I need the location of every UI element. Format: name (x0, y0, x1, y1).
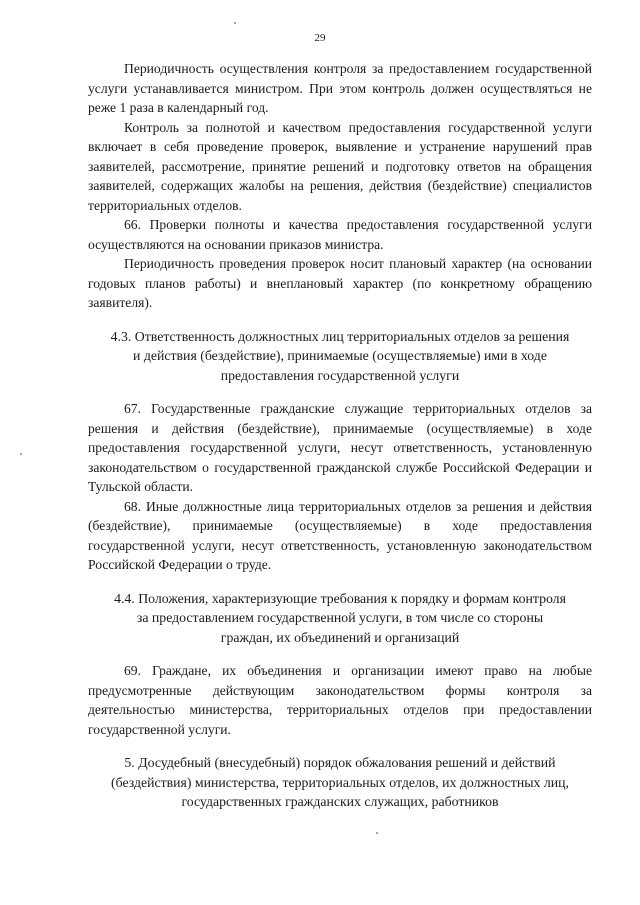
section-heading-5 (88, 753, 592, 812)
section-heading-line: 5. Досудебный (внесудебный) порядок обжалования решений и действий (124, 755, 556, 770)
paragraph-control-frequency: Периодичность осуществления контроля за предоставлением государственной услуги устанавливается министром. При этом контроль должен осуществляться не реже 1 раза в календарный год. (88, 61, 592, 115)
paragraph-67: 67. Государственные гражданские служащие территориальных отделов за решения и действия (бездействие), принимаемые (осуществляемые) в ходе предоставления государственной услуги, несут ответственность, установленную законодательством о государственной гражданской службе Российской Федерации и Тульской области. (88, 401, 592, 494)
scan-speck (234, 22, 236, 24)
section-heading-line: 4.4. Положения, характеризующие требования к порядку и формам контроля (114, 590, 566, 606)
paragraph-inspection-frequency: Периодичность проведения проверок носит плановый характер (на основании годовых планов работы) и внеплановый характер (по конкретному обращению заявителя). (88, 256, 592, 310)
page-number: 29 (314, 32, 326, 44)
paragraph-66: 66. Проверки полноты и качества предоставления государственной услуги осуществляются на основании приказов министра. (88, 217, 592, 252)
paragraph-68: 68. Иные должностные лица территориальных отделов за решения и действия (бездействие), принимаемые (осуществляемые) в ходе предоставления государственной услуги, несут ответственность, установленную законодательством Российской Федерации о труде. (88, 498, 592, 572)
section-heading-line: (бездействия) министерства, территориальных отделов, их должностных лиц, (111, 774, 569, 790)
paragraph-69: 69. Граждане, их объединения и организации имеют право на любые предусмотренные действующим законодательством формы контроля за деятельностью министерства, территориальных отделов при предоставлении государственной услуги. (88, 663, 592, 737)
section-heading-4-4 (88, 589, 592, 648)
scan-speck (376, 832, 378, 834)
section-heading-line: граждан, их объединений и организаций (220, 629, 460, 645)
section-heading-line: и действия (бездействие), принимаемые (осуществляемые) ими в ходе (133, 348, 547, 363)
section-heading-line: за предоставлением государственной услуги, в том числе со стороны (136, 610, 544, 625)
section-heading-line: предоставления государственной услуги (220, 367, 460, 383)
document-body (88, 59, 592, 812)
section-heading-line: государственных гражданских служащих, работников (181, 794, 499, 809)
scan-speck (20, 453, 22, 455)
section-heading-line: 4.3. Ответственность должностных лиц территориальных отделов за решения (110, 328, 570, 344)
section-heading-4-3 (88, 327, 592, 386)
paragraph-control-scope: Контроль за полнотой и качеством предоставления государственной услуги включает в себя проведение проверок, выявление и устранение нарушений прав заявителей, рассмотрение, принятие решений и подготовку ответов на обращения заявителей, содержащих жалобы на решения, действия (бездействие) специалистов территориальных отделов. (88, 119, 592, 213)
